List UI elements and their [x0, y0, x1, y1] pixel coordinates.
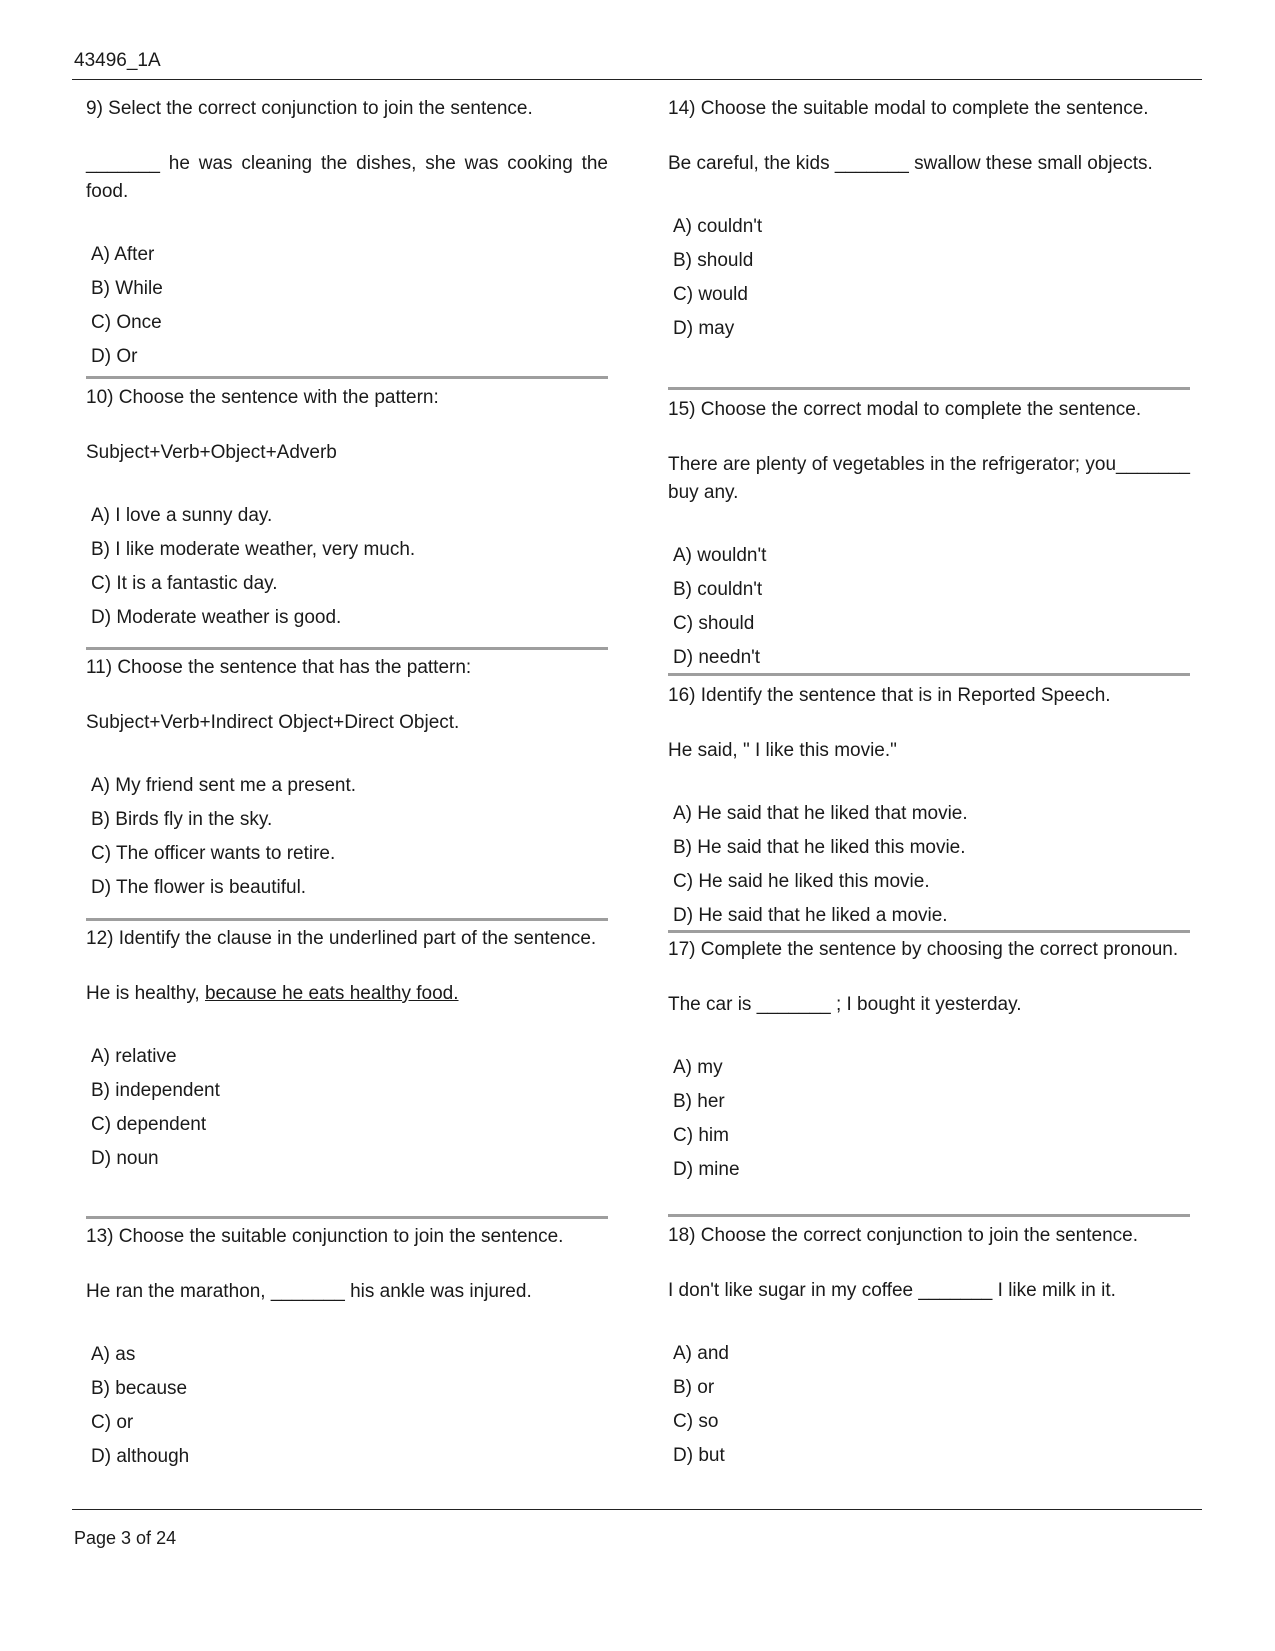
question-sentence: Be careful, the kids _______ swallow these small objects.: [668, 153, 1153, 174]
option-b: B) While: [91, 278, 163, 299]
question-sentence: There are plenty of vegetables in the refrigerator; you_______ buy any.: [668, 454, 1190, 503]
question-separator: [86, 1216, 608, 1219]
option-c: C) so: [673, 1411, 719, 1432]
question-13: [86, 1223, 608, 1474]
option-b: B) independent: [91, 1080, 220, 1101]
question-15: [668, 396, 1190, 675]
options-list: [673, 1337, 1190, 1473]
option-c: C) dependent: [91, 1114, 207, 1135]
question-separator: [668, 930, 1190, 933]
option-b: B) her: [673, 1091, 725, 1112]
question-stem: 17) Complete the sentence by choosing the correct pronoun.: [668, 939, 1179, 960]
option-a: A) my: [673, 1057, 723, 1078]
option-a: A) relative: [91, 1046, 177, 1067]
question-stem: 15) Choose the correct modal to complete the sentence.: [668, 399, 1142, 420]
option-a: A) After: [91, 244, 155, 265]
option-a: A) He said that he liked that movie.: [673, 803, 968, 824]
question-separator: [86, 376, 608, 379]
option-a: A) couldn't: [673, 216, 763, 237]
question-stem: 13) Choose the suitable conjunction to join the sentence.: [86, 1226, 564, 1247]
question-sentence: Subject+Verb+Object+Adverb: [86, 442, 337, 463]
question-16: [668, 682, 1190, 933]
question-separator: [668, 387, 1190, 390]
option-a: A) I love a sunny day.: [91, 505, 273, 526]
option-c: C) Once: [91, 312, 162, 333]
question-sentence: [86, 980, 608, 1008]
option-b: B) because: [91, 1378, 188, 1399]
option-b: B) or: [673, 1377, 715, 1398]
option-c: C) It is a fantastic day.: [91, 573, 278, 594]
question-separator: [86, 918, 608, 921]
question-sentence: I don't like sugar in my coffee _______ I like milk in it.: [668, 1280, 1116, 1301]
options-list: [91, 1040, 608, 1176]
question-stem: 18) Choose the correct conjunction to join the sentence.: [668, 1225, 1139, 1246]
question-sentence: _______ he was cleaning the dishes, she was cooking the food.: [86, 153, 608, 202]
question-stem: 9) Select the correct conjunction to join the sentence.: [86, 98, 533, 119]
question-sentence: He ran the marathon, _______ his ankle was injured.: [86, 1281, 532, 1302]
options-list: [91, 1338, 608, 1474]
question-stem: 16) Identify the sentence that is in Reported Speech.: [668, 685, 1111, 706]
question-separator: [668, 673, 1190, 676]
option-d: D) may: [673, 318, 735, 339]
option-d: D) Or: [91, 346, 138, 367]
header-rule: [72, 79, 1202, 80]
option-a: A) My friend sent me a present.: [91, 775, 357, 796]
options-list: [91, 769, 608, 905]
option-c: C) or: [91, 1412, 134, 1433]
option-b: B) I like moderate weather, very much.: [91, 539, 416, 560]
question-separator: [668, 1214, 1190, 1217]
option-c: C) him: [673, 1125, 729, 1146]
sentence-text: He is healthy,: [86, 983, 205, 1004]
question-10: [86, 384, 608, 635]
question-stem: 11) Choose the sentence that has the pattern:: [86, 657, 472, 678]
option-c: C) should: [673, 613, 755, 634]
question-12: [86, 925, 608, 1176]
question-sentence: The car is _______ ; I bought it yesterday.: [668, 994, 1022, 1015]
question-17: [668, 936, 1190, 1187]
options-list: [673, 539, 1190, 675]
option-d: D) noun: [91, 1148, 159, 1169]
question-14: [668, 95, 1190, 346]
option-a: A) and: [673, 1343, 729, 1364]
underlined-clause: because he eats healthy food.: [204, 983, 459, 1004]
option-d: D) although: [91, 1446, 190, 1467]
document-id: 43496_1A: [74, 50, 161, 71]
options-list: [673, 1051, 1190, 1187]
option-d: D) mine: [673, 1159, 740, 1180]
question-stem: 14) Choose the suitable modal to complete the sentence.: [668, 98, 1149, 119]
options-list: [91, 499, 608, 635]
option-b: B) Birds fly in the sky.: [91, 809, 273, 830]
option-d: D) needn't: [673, 647, 761, 668]
option-a: A) as: [91, 1344, 136, 1365]
question-18: [668, 1222, 1190, 1473]
option-d: D) but: [673, 1445, 725, 1466]
options-list: [91, 238, 608, 374]
question-stem: 12) Identify the clause in the underlined part of the sentence.: [86, 928, 597, 949]
option-c: C) He said he liked this movie.: [673, 871, 930, 892]
option-d: D) The flower is beautiful.: [91, 877, 307, 898]
option-b: B) He said that he liked this movie.: [673, 837, 966, 858]
option-a: A) wouldn't: [673, 545, 767, 566]
option-c: C) would: [673, 284, 748, 305]
question-stem: 10) Choose the sentence with the pattern:: [86, 387, 439, 408]
options-list: [673, 210, 1190, 346]
question-sentence: Subject+Verb+Indirect Object+Direct Object.: [86, 712, 460, 733]
page-number: Page 3 of 24: [74, 1528, 177, 1548]
question-9: [86, 95, 608, 374]
question-separator: [86, 647, 608, 650]
question-sentence: He said, " I like this movie.": [668, 740, 897, 761]
option-b: B) should: [673, 250, 754, 271]
option-d: D) He said that he liked a movie.: [673, 905, 948, 926]
option-c: C) The officer wants to retire.: [91, 843, 336, 864]
option-d: D) Moderate weather is good.: [91, 607, 342, 628]
question-11: [86, 654, 608, 905]
options-list: [673, 797, 1190, 933]
footer-rule: [72, 1509, 1202, 1510]
option-b: B) couldn't: [673, 579, 763, 600]
